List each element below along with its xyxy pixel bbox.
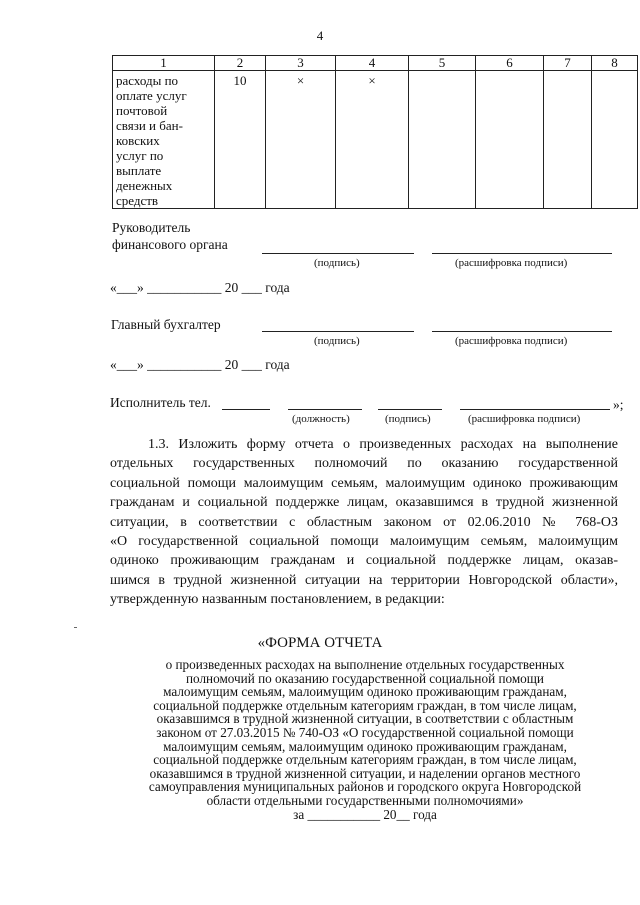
sign-caption: (подпись) [314,335,360,347]
decode-line [460,409,610,410]
row-col7-cell [544,71,592,209]
form-line: области отдельными государственными полномочиями» [206,792,524,808]
header-cell: 4 [336,56,409,71]
row-col5-cell [409,71,476,209]
margin-mark [74,627,77,628]
paragraph-line: одиноко проживающим гражданам и социальной поддержке лицам, оказав- [110,553,618,569]
paragraph-line: гражданам и социальной поддержке лицам, оказавшимся в трудной жизненной [110,495,618,511]
form-description [110,658,620,821]
row-col8-cell [592,71,638,209]
decode-line [432,331,612,332]
date-line: «___» ___________ 20 ___ года [110,357,290,372]
header-cell: 7 [544,56,592,71]
signature-line [262,331,414,332]
row-col4-cell: × [336,71,409,209]
row-name-line: услуг по [116,148,164,163]
form-line: полномочий по оказанию государственной социальной помощи [186,670,544,686]
decode-caption: (расшифровка подписи) [455,257,568,269]
signature-line [378,409,442,410]
form-line: законом от 27.03.2015 № 740-ОЗ «О государственной социальной помощи [156,724,574,740]
header-cell: 8 [592,56,638,71]
row-name-line: оплате услуг [116,88,187,103]
signature-line [262,253,414,254]
row-name-line: расходы по [116,73,179,88]
header-cell: 3 [266,56,336,71]
paragraph-line: ситуации, в соответствии с областным законом от 02.06.2010 № 768-ОЗ [110,514,618,530]
paragraph-line: социальной помощи малоимущим семьям, малоимущим одиноко проживающим [110,475,618,491]
row-name-cell [113,71,215,209]
executor-label: Исполнитель тел. [110,395,211,410]
header-cell: 5 [409,56,476,71]
head-label-1: Руководитель [112,220,191,235]
sign-caption: (подпись) [385,413,431,425]
head-label-2: финансового органа [112,237,228,252]
paragraph-line: шимся в трудной жизненной ситуации на территории Новгородской области», [110,572,618,588]
amendment-paragraph [110,435,618,610]
row-name-line: денежных [116,178,173,193]
table-header-row [113,56,638,71]
form-line: самоуправления муниципальных районов и городского округа Новгородской [148,779,582,795]
row-name-line: выплате [116,163,162,178]
phone-line [222,409,270,410]
header-cell: 2 [215,56,266,71]
table-row [113,71,638,209]
paragraph-line: 1.3. Изложить форму отчета о произведенных расходах на выполнение [148,437,618,452]
position-caption: (должность) [292,413,350,425]
row-col6-cell [476,71,544,209]
row-col3-cell: × [266,71,336,209]
header-cell: 1 [113,56,215,71]
row-name-line: почтовой [116,103,168,118]
row-name-line: средств [116,193,159,208]
row-code-cell: 10 [215,71,266,209]
form-line: малоимущим семьям, малоимущим одиноко проживающим гражданам, [163,738,567,754]
accountant-label: Главный бухгалтер [111,317,221,332]
sign-caption: (подпись) [314,257,360,269]
form-line: социальной поддержке отдельным категориям граждан, в том числе лицам, [153,697,577,713]
form-line: оказавшимся в трудной жизненной ситуации, и наделении органов местного [149,765,581,781]
closing-quote: »; [613,397,624,412]
form-line: оказавшимся в трудной жизненной ситуации, в соответствии с областным [156,711,574,727]
row-name-line: ковских [116,133,160,148]
decode-line [432,253,612,254]
position-line [288,409,362,410]
form-line: о произведенных расходах на выполнение отдельных государственных [165,657,565,672]
paragraph-line: «О государственной социальной помощи малоимущим семьям, малоимущим [110,534,618,550]
date-line: «___» ___________ 20 ___ года [110,280,290,295]
row-name-line: связи и бан- [116,118,183,133]
decode-caption: (расшифровка подписи) [455,335,568,347]
form-period: за ___________ 20__ года [293,806,437,822]
form-line: малоимущим семьям, малоимущим одиноко проживающим гражданам, [163,684,567,700]
form-line: социальной поддержке отдельным категориям граждан, в том числе лицам, [153,752,577,768]
decode-caption: (расшифровка подписи) [468,413,581,425]
paragraph-line: отдельных государственных полномочий по оказанию государственной [110,456,618,472]
expense-table [112,55,638,209]
form-title: «ФОРМА ОТЧЕТА [257,635,383,651]
paragraph-line: утвержденную названным постановлением, в редакции: [110,592,445,608]
page-number: 4 [316,28,324,43]
header-cell: 6 [476,56,544,71]
